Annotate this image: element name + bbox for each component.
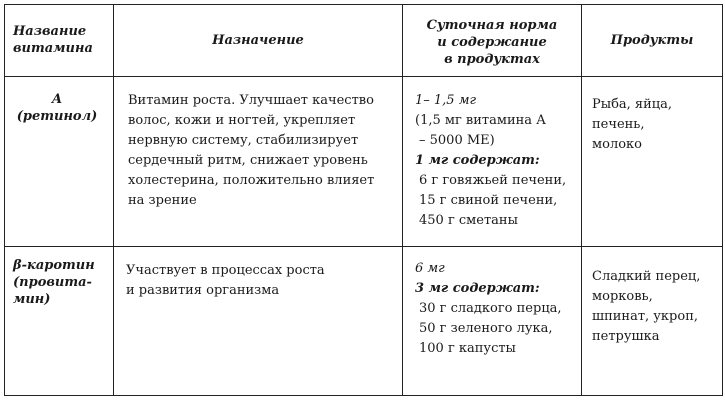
purpose-cell [114,77,403,247]
purpose-line: сердечный ритм, снижает уровень [128,153,368,168]
header-purpose: Назначение [114,5,403,77]
daily-dose: 1– 1,5 мг [415,93,477,108]
source-item: 50 г зеленого лука, [419,321,553,336]
purpose-cell [114,247,403,396]
header-products: Продукты [582,5,723,77]
product-line: печень, [592,117,645,132]
purpose-line: Участвует в процессах роста [126,263,325,278]
product-line: Сладкий перец, [592,269,701,284]
purpose-line: волос, кожи и ногтей, укрепляет [128,113,356,128]
vitamin-name-cell [5,247,114,396]
norm-cell [403,247,582,396]
source-item: 6 г говяжьей печени, [419,173,567,188]
header-daily-norm [403,5,582,77]
vitamin-table [4,4,723,396]
product-line: Рыба, яйца, [592,97,673,112]
daily-dose: 6 мг [415,261,445,276]
table-row [5,247,723,396]
purpose-line: нервную систему, стабилизирует [128,133,359,148]
vitamin-name-cell [5,77,114,247]
vitamin-name: мин) [13,292,51,307]
vitamin-name: А [51,92,63,107]
purpose-line: на зрение [128,193,197,208]
product-line: морковь, [592,289,653,304]
header-vitamin-name [5,5,114,77]
contain-label: 3 мг содержат: [415,281,540,296]
product-line: петрушка [592,329,660,344]
products-cell [582,77,723,247]
dose-note: (1,5 мг витамина А [415,113,547,128]
products-cell [582,247,723,396]
source-item: 450 г сметаны [419,213,518,228]
norm-cell [403,77,582,247]
table-row [5,77,723,247]
product-line: молоко [592,137,642,152]
header-text: в продуктах [444,52,540,67]
source-item: 100 г капусты [419,341,516,356]
vitamin-name: (провита- [13,275,92,290]
purpose-line: и развития организма [126,283,280,298]
dose-note: – 5000 МЕ) [419,133,495,148]
vitamin-name: (ретинол) [16,109,98,124]
header-text: и содержание [437,35,547,50]
source-item: 15 г свиной печени, [419,193,558,208]
purpose-line: холестерина, положительно влияет [128,173,375,188]
product-line: шпинат, укроп, [592,309,699,324]
header-text: Суточная норма [426,18,558,33]
contain-label: 1 мг содержат: [415,153,540,168]
purpose-line: Витамин роста. Улучшает качество [128,93,374,108]
header-text: Название [13,23,87,39]
source-item: 30 г сладкого перца, [419,301,562,316]
vitamin-name: β-каротин [13,258,95,273]
header-row [5,5,723,77]
header-text: витамина [13,40,93,56]
